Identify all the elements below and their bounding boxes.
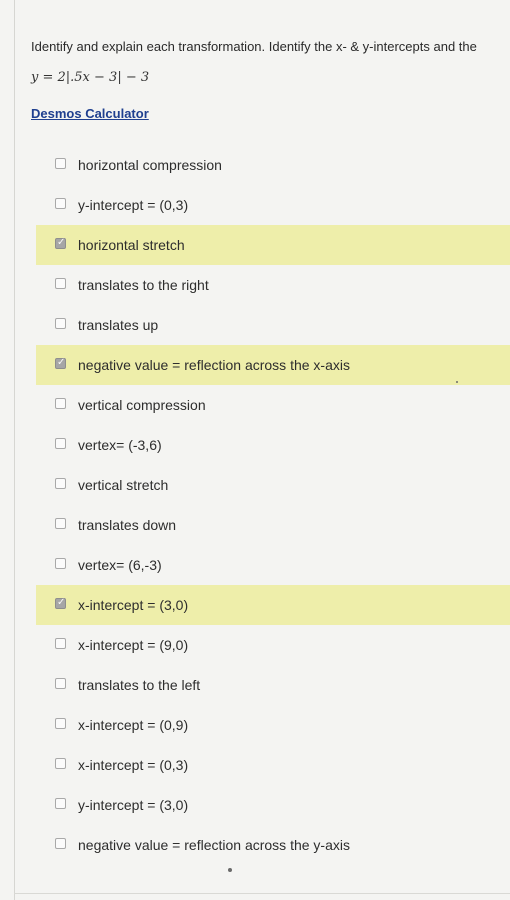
- check-icon: ✓: [57, 357, 66, 368]
- option-x-intercept-0-3[interactable]: [36, 745, 510, 785]
- option-label: translates up: [78, 317, 159, 333]
- option-x-intercept-3-0[interactable]: [36, 585, 510, 625]
- option-x-intercept-9-0[interactable]: [36, 625, 510, 665]
- option-label: vertical compression: [78, 397, 206, 413]
- content-bottom-border: [14, 893, 510, 894]
- option-translates-up[interactable]: [36, 305, 510, 345]
- checkbox[interactable]: [55, 758, 66, 769]
- option-label: x-intercept = (0,3): [78, 757, 189, 773]
- option-label: horizontal compression: [78, 157, 222, 173]
- option-vertical-stretch[interactable]: [36, 465, 510, 505]
- option-label: translates to the left: [78, 677, 201, 693]
- option-translates-down[interactable]: [36, 505, 510, 545]
- checkbox[interactable]: [55, 238, 66, 249]
- option-label: translates to the right: [78, 277, 209, 293]
- checkbox[interactable]: [55, 718, 66, 729]
- question-prompt: Identify and explain each transformation. Identify the x- & y-intercepts and the: [31, 39, 477, 54]
- checkbox[interactable]: [55, 638, 66, 649]
- option-label: vertex= (6,-3): [78, 557, 162, 573]
- option-translates-left[interactable]: [36, 665, 510, 705]
- checkbox[interactable]: [55, 598, 66, 609]
- option-label: horizontal stretch: [78, 237, 185, 253]
- option-reflection-y-axis[interactable]: [36, 825, 510, 865]
- question-equation: y = 2|.5x − 3| − 3: [31, 70, 150, 85]
- option-vertex-neg3-6[interactable]: [36, 425, 510, 465]
- option-vertex-6-neg3[interactable]: [36, 545, 510, 585]
- checkbox[interactable]: [55, 278, 66, 289]
- option-label: negative value = reflection across the y-axis: [78, 837, 350, 853]
- check-icon: ✓: [57, 237, 66, 248]
- option-label: vertex= (-3,6): [78, 437, 162, 453]
- pointer-dot: [228, 868, 232, 872]
- checkbox[interactable]: [55, 158, 66, 169]
- content-left-border: [14, 0, 15, 900]
- checkbox[interactable]: [55, 518, 66, 529]
- option-reflection-x-axis[interactable]: [36, 345, 510, 385]
- option-translates-right[interactable]: [36, 265, 510, 305]
- checkbox[interactable]: [55, 398, 66, 409]
- checkbox[interactable]: [55, 318, 66, 329]
- option-label: negative value = reflection across the x-axis: [78, 357, 350, 373]
- answer-options-list: [36, 145, 510, 865]
- option-horizontal-compression[interactable]: [36, 145, 510, 185]
- checkbox[interactable]: [55, 358, 66, 369]
- option-label: x-intercept = (3,0): [78, 597, 189, 613]
- option-label: x-intercept = (0,9): [78, 717, 189, 733]
- checkbox[interactable]: [55, 558, 66, 569]
- option-label: y-intercept = (3,0): [78, 797, 189, 813]
- checkbox[interactable]: [55, 478, 66, 489]
- option-label: x-intercept = (9,0): [78, 637, 189, 653]
- stray-dot-mark: [456, 381, 458, 383]
- option-label: translates down: [78, 517, 177, 533]
- checkbox[interactable]: [55, 798, 66, 809]
- option-label: y-intercept = (0,3): [78, 197, 189, 213]
- option-vertical-compression[interactable]: [36, 385, 510, 425]
- option-y-intercept-0-3[interactable]: [36, 185, 510, 225]
- checkbox[interactable]: [55, 438, 66, 449]
- checkbox[interactable]: [55, 198, 66, 209]
- option-label: vertical stretch: [78, 477, 169, 493]
- desmos-calculator-link[interactable]: Desmos Calculator: [31, 106, 149, 121]
- check-icon: ✓: [57, 597, 66, 608]
- option-x-intercept-0-9[interactable]: [36, 705, 510, 745]
- checkbox[interactable]: [55, 838, 66, 849]
- checkbox[interactable]: [55, 678, 66, 689]
- option-y-intercept-3-0[interactable]: [36, 785, 510, 825]
- option-horizontal-stretch[interactable]: [36, 225, 510, 265]
